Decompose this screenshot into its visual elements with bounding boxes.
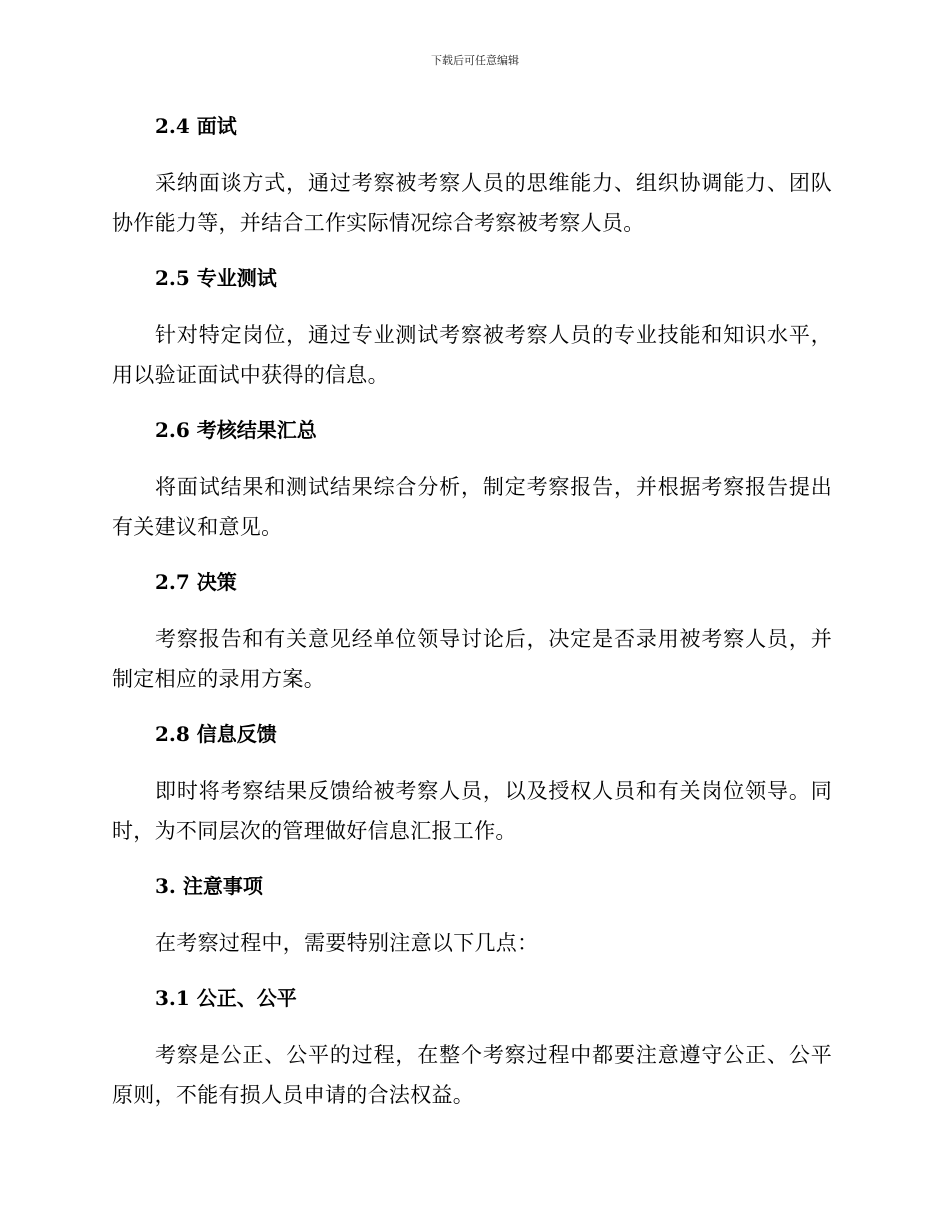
section-heading: 2.5 专业测试 <box>155 266 277 290</box>
section-paragraph: 即时将考察结果反馈给被考察人员，以及授权人员和有关岗位领导。同时，为不同层次的管理做好信息汇报工作。 <box>112 779 832 843</box>
section-paragraph: 考察报告和有关意见经单位领导讨论后，决定是否录用被考察人员，并制定相应的录用方案。 <box>112 627 832 691</box>
section-paragraph: 考察是公正、公平的过程，在整个考察过程中都要注意遵守公正、公平原则，不能有损人员申请的合法权益。 <box>112 1043 832 1107</box>
section-heading: 2.8 信息反馈 <box>155 722 277 746</box>
section-heading: 2.4 面试 <box>155 114 237 138</box>
section-heading: 2.7 决策 <box>155 570 237 594</box>
document-body <box>112 110 832 1115</box>
section-heading: 3.1 公正、公平 <box>155 986 297 1010</box>
page-header: 下载后可任意编辑 <box>431 54 519 67</box>
section-heading: 2.6 考核结果汇总 <box>155 418 317 442</box>
section-paragraph: 在考察过程中，需要特别注意以下几点： <box>155 931 539 955</box>
section-paragraph: 将面试结果和测试结果综合分析，制定考察报告，并根据考察报告提出有关建议和意见。 <box>112 475 832 539</box>
section-paragraph: 采纳面谈方式，通过考察被考察人员的思维能力、组织协调能力、团队协作能力等，并结合工作实际情况综合考察被考察人员。 <box>112 171 832 235</box>
section-paragraph: 针对特定岗位，通过专业测试考察被考察人员的专业技能和知识水平，用以验证面试中获得的信息。 <box>112 323 832 387</box>
section-heading: 3. 注意事项 <box>155 874 263 898</box>
